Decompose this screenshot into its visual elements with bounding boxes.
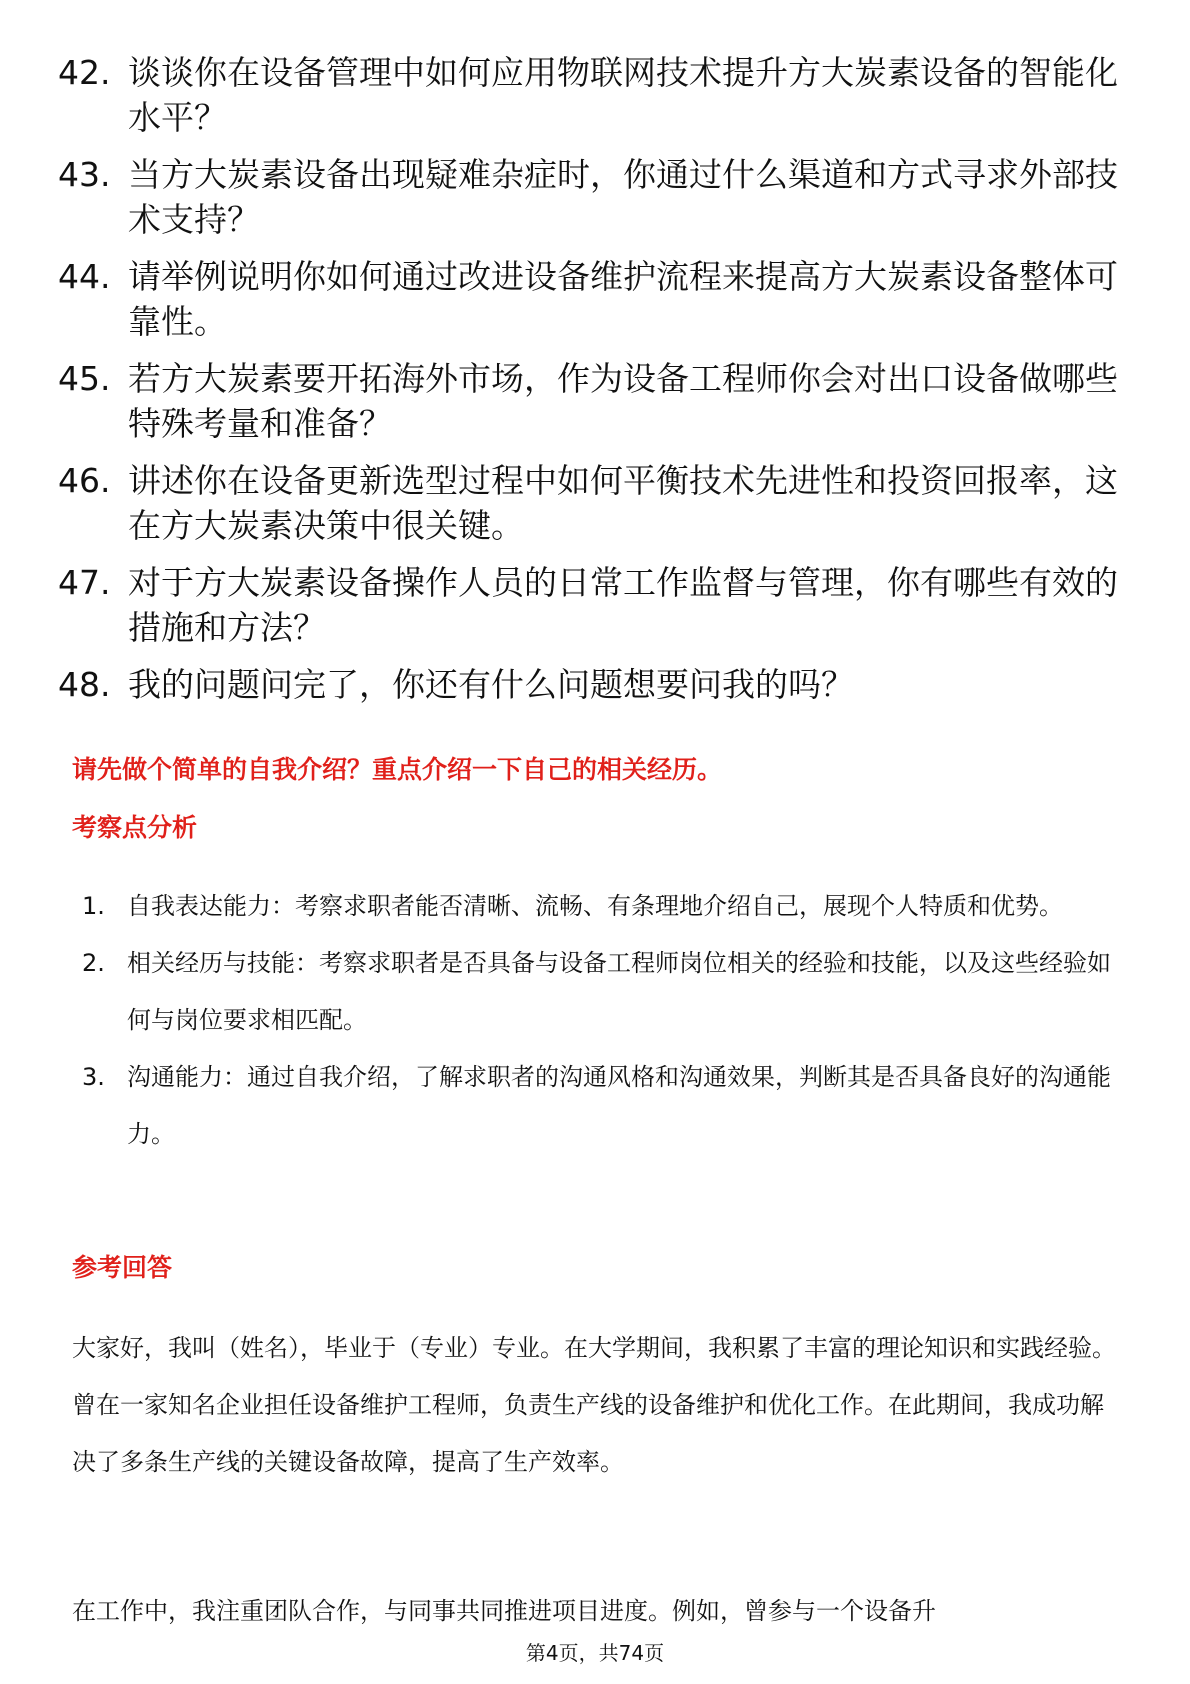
question-list — [58, 50, 1138, 719]
question-number: 42. — [58, 53, 111, 92]
analysis-number: 1. — [82, 892, 105, 920]
page-number: 第4页，共74页 — [525, 1641, 665, 1665]
list-item — [58, 560, 1138, 650]
question-number: 46. — [58, 461, 111, 500]
question-number: 45. — [58, 359, 111, 398]
question-number: 43. — [58, 155, 111, 194]
list-item — [58, 662, 1138, 707]
question-number: 44. — [58, 257, 111, 296]
analysis-text: 相关经历与技能：考察求职者是否具备与设备工程师岗位相关的经验和技能，以及这些经验如何与岗位要求相匹配。 — [127, 949, 1111, 1034]
analysis-text: 自我表达能力：考察求职者能否清晰、流畅、有条理地介绍自己，展现个人特质和优势。 — [127, 892, 1063, 920]
question-text: 请举例说明你如何通过改进设备维护流程来提高方大炭素设备整体可靠性。 — [128, 257, 1118, 341]
list-item — [82, 1049, 1122, 1163]
analysis-list — [82, 878, 1122, 1163]
list-item — [58, 458, 1138, 548]
list-item — [82, 878, 1122, 935]
interview-question-heading: 请先做个简单的自我介绍？重点介绍一下自己的相关经历。 — [72, 755, 723, 784]
list-item — [58, 50, 1138, 140]
question-number: 48. — [58, 665, 111, 704]
list-item — [58, 254, 1138, 344]
answer-paragraph: 在工作中，我注重团队合作，与同事共同推进项目进度。例如，曾参与一个设备升 — [72, 1597, 936, 1625]
question-text: 讲述你在设备更新选型过程中如何平衡技术先进性和投资回报率，这在方大炭素决策中很关键。 — [128, 461, 1118, 545]
answer-heading: 参考回答 — [72, 1253, 173, 1282]
question-text: 对于方大炭素设备操作人员的日常工作监督与管理，你有哪些有效的措施和方法？ — [128, 563, 1118, 647]
analysis-heading: 考察点分析 — [72, 813, 198, 842]
question-number: 47. — [58, 563, 111, 602]
question-text: 若方大炭素要开拓海外市场，作为设备工程师你会对出口设备做哪些特殊考量和准备？ — [128, 359, 1118, 443]
list-item — [58, 356, 1138, 446]
analysis-number: 3. — [82, 1063, 105, 1091]
list-item — [82, 935, 1122, 1049]
analysis-number: 2. — [82, 949, 105, 977]
answer-paragraph: 大家好，我叫（姓名），毕业于（专业）专业。在大学期间，我积累了丰富的理论知识和实践经验。曾在一家知名企业担任设备维护工程师，负责生产线的设备维护和优化工作。在此期间，我成功解决了多条生产线的关键设备故障，提高了生产效率。 — [72, 1334, 1116, 1476]
question-text: 当方大炭素设备出现疑难杂症时，你通过什么渠道和方式寻求外部技术支持？ — [128, 155, 1118, 239]
question-text: 我的问题问完了，你还有什么问题想要问我的吗？ — [128, 665, 854, 704]
list-item — [58, 152, 1138, 242]
question-text: 谈谈你在设备管理中如何应用物联网技术提升方大炭素设备的智能化水平？ — [128, 53, 1118, 137]
analysis-text: 沟通能力：通过自我介绍，了解求职者的沟通风格和沟通效果，判断其是否具备良好的沟通能力。 — [127, 1063, 1111, 1148]
